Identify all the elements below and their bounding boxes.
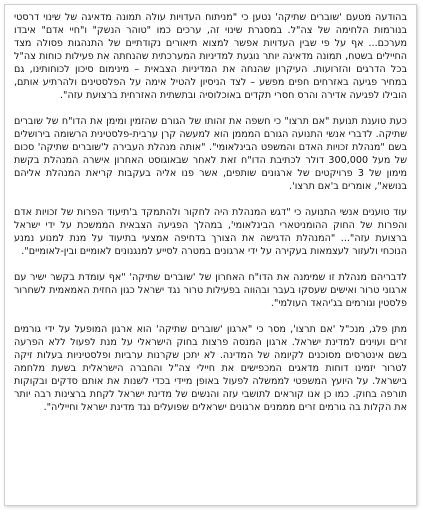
document-page xyxy=(4,4,417,506)
paragraph-1: בהודעה מטעם 'שוברים שתיקה' נטען כי "מניתוח העדויות עולה תמונה מדאיגה של שינוי דרסטי בנורמות הלחימה של צה"ל. במסגרת שינוי זה, ערכים כמו "טוהר הנשק" ו"חיי אדם" איבדו מערכם... אף על פי שבין העדויות אפשר למצוא תיאורים נקודתיים של התנהגות פסולה מצד החיילים בשטח, תמונה מדאיגה יותר נוגעת למדיניות המערכתית שהנחתה את פעילות כוחות צה"ל בכל הדרגים והזרועות. העיקרון שהנחה את המדיניות הצבאית – מינימום סיכון לכוחותינו, גם במחיר פגיעה באזרחים חפים מפשע – לצד הניסיון להטיל אימה על הפלסטינים ולהרתיע אותם, הובילו לפגיעה אדירה והרס חסרי תקדים באוכלוסיה ובתשתית האזרחית ברצועת עזה". xyxy=(14,12,407,101)
paragraph-3: עוד טוענים אנשי התנועה כי "דגש המנהלת היה לחקור ולהתמקד ב'תיעוד הפרות של זכויות אדם והפרות של החוק ההומניטארי הבינלאומי', במהלך הפגיעה הצבאית הממשכת על ידי ישראל ברצועת עזה"... "המנהלת הדגישה את הצורך בדחיפה אמצעי בתיעוד על מנת למנוע נמנע הנוכחי ולעזור לעצמאות בעקירה על ידי ארגונים במטרה לסייע למנגנונים לאומיים ובין-לאומיים". xyxy=(14,207,407,257)
paragraph-2: כעת טוענת תנועת "אם תרצו" כי חשפה את זהותו של הגורם שהזמין ומימן את הדו"ח של שוברים שתיקה. לדברי אנשי התנועה הגורם המממן הוא למעשה קרן ערבית-פלסטינית הרשומה בירושלים בשם "מנהלת זכויות האדם והמשפט הבינלאומי". "אותה מנהלת העבירה ל'שוברים שתיקה' סכום של מעל 300,000 דולר לכתיבת הדו"ח זאת לאחר שבאוגוסט האחרון אישרה המנהלת בקשת מימון של 3 פרויקטים של ארגונים שותפים, אשר פנו אליה בעקבות קריאת המנהלת אליהם בנושא", אומרים ב'אם תרצו'. xyxy=(14,116,407,192)
article-body xyxy=(14,11,407,414)
paragraph-5: מתן פלג, מנכ"ל 'אם תרצו', מסר כי "ארגון 'שוברים שתיקה' הוא ארגון המופעל על ידי גורמים זרים ועוינים למדינת ישראל. ארגון המנסה פרצות בחוק הישראלי על מנת לפעול ללא הפרעה בשם אינטרסים מסוכנים לקיומה של המדינה. לא יתכן שקרנות ערביות ופלסטיניות בעלות זיקה לטרור יזמינו דוחות מדאגים המכפישים את חיילי צה"ל והחברה הישראלית בשעת מלחמה בישראל. על היועץ המשפטי לממשלה לפעול באופן מיידי בכדי לשנות את אותם סדקים ובקוקות תורפה בחוק. כמו כן אנו קוראים לתושבי עזה והנשים של מדינת ישראל לקחת ברצינות רבה יותר את הקלות בה גורמים זרים מממנים ארגונים ישראלים שפועלים נגד מדינת ישראל וחייליה". xyxy=(14,324,407,413)
paragraph-4: לדבריהם מנהלת זו שמימנה את הדו"ח האחרון של 'שוברים שתיקה' "אף עומדת בקשר ישיר עם ארגוני טרור ואישים שעסקו בעבר ובהווה בפעילות טרור נגד ישראל כגון החזית האמאמית לשחרור פלסטין וגורמים בג'יהאד העולמי". xyxy=(14,272,407,309)
